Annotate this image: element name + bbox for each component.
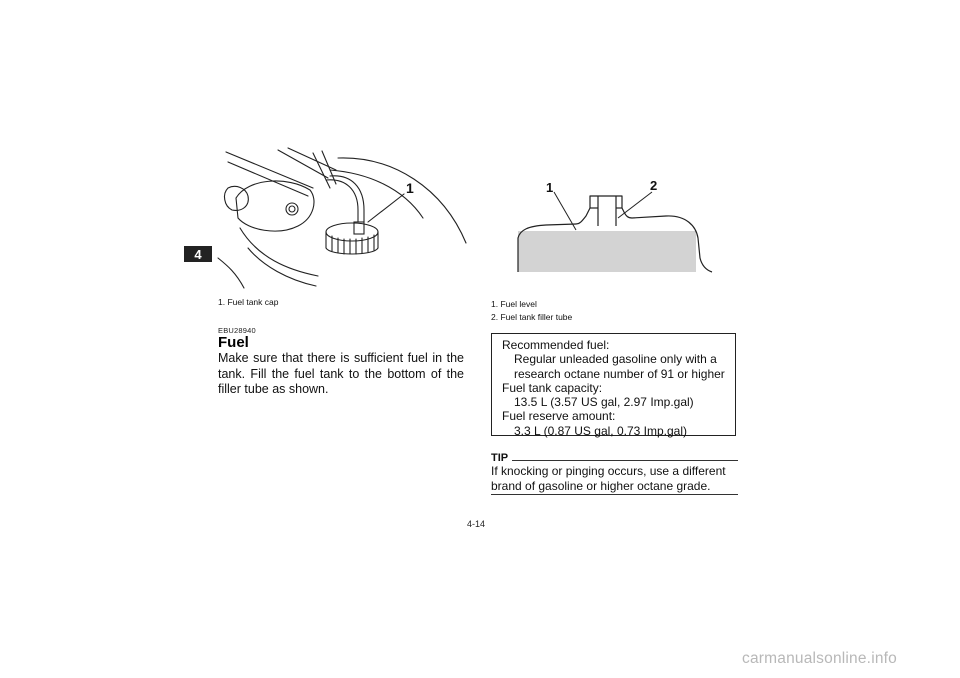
- fuel-tank-cap-illustration: [218, 148, 468, 295]
- spec-value: Regular unleaded gasoline only with a research octane number of 91 or higher: [514, 352, 725, 381]
- fuel-level-fill: [518, 231, 696, 272]
- tip-top-rule: [512, 460, 738, 461]
- section-heading: Fuel: [218, 334, 249, 351]
- tip-body: If knocking or pinging occurs, use a different brand of gasoline or higher octane grade.: [491, 464, 726, 493]
- watermark: carmanualsonline.info: [742, 650, 897, 667]
- fig2-caption-1: 1. Fuel level: [491, 299, 537, 309]
- fuel-level-diagram: [516, 178, 716, 274]
- spec-value: 13.5 L (3.57 US gal, 2.97 Imp.gal): [514, 395, 694, 410]
- spec-box: [491, 333, 736, 436]
- tip-bottom-rule: [491, 494, 738, 495]
- section-body: Make sure that there is sufficient fuel in the tank. Fill the fuel tank to the bottom of the filler tube as shown.: [218, 351, 464, 396]
- page-number: 4-14: [467, 519, 486, 529]
- tip-title: TIP: [491, 452, 509, 464]
- chapter-tab: 4: [184, 246, 212, 262]
- fig2-callout-1: 1: [546, 180, 554, 195]
- spec-label: Recommended fuel:: [502, 338, 610, 352]
- fig2-callout-2: 2: [650, 178, 658, 193]
- fig2-caption-2: 2. Fuel tank filler tube: [491, 312, 573, 322]
- spec-label: Fuel tank capacity:: [502, 380, 603, 395]
- section-code: EBU28940: [218, 326, 256, 335]
- fig1-callout-1: 1: [406, 180, 414, 196]
- spec-label: Fuel reserve amount:: [502, 409, 616, 424]
- spec-value: 3.3 L (0.87 US gal, 0.73 Imp.gal): [514, 423, 687, 438]
- fig1-caption: 1. Fuel tank cap: [218, 297, 279, 307]
